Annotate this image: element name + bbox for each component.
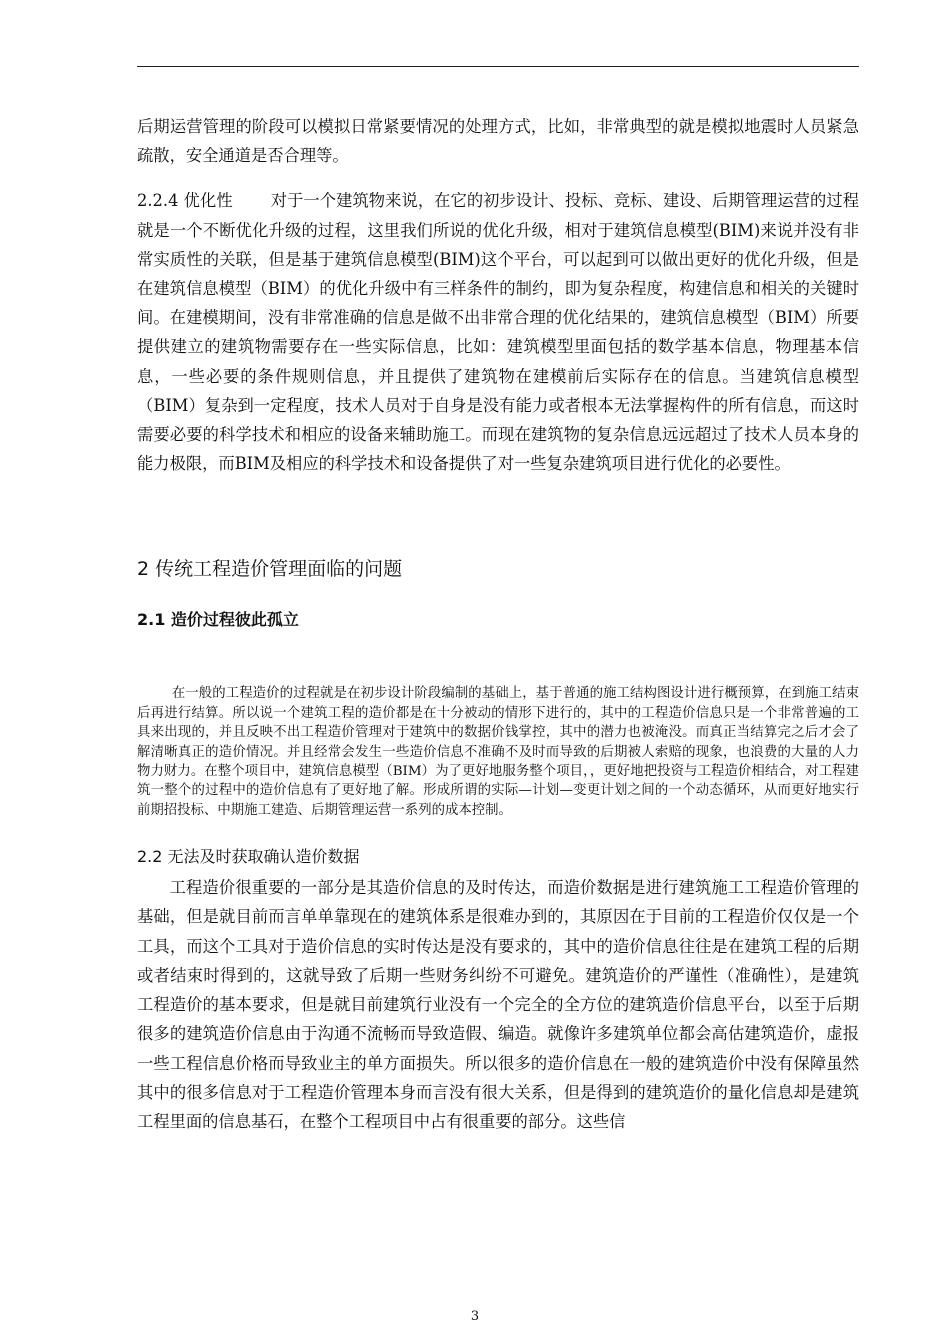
section-2-2-title: 2.2 无法及时获取确认造价数据 xyxy=(137,847,360,867)
section-2-2-4-text: 对于一个建筑物来说，在它的初步设计、投标、竞标、建设、后期管理运营的过程就是一个不断优化升级的过程，这里我们所说的优化升级，相对于建筑信息模型(BIM)来说并没有非常实质性的关联，但是基于建筑信息模型(BIM)这个平台，可以起到可以做出更好的优化升级，但是在建筑信息模型（BIM）的优化升级中有三样条件的制约，即为复杂程度，构建信息和相关的关键时间。在建模期间，没有非常准确的信息是做不出非常合理的优化结果的，建筑信息模型（BIM）所要提供建立的建筑物需要存在一些实际信息，比如：建筑模型里面包括的数学基本信息，物理基本信息，一些必要的条件规则信息，并且提供了建筑物在建模前后实际存在的信息。当建筑信息模型（BIM）复杂到一定程度，技术人员对于自身是没有能力或者根本无法掌握构件的所有信息，而这时需要必要的科学技术和相应的设备来辅助施工。而现在建筑物的复杂信息远远超过了技术人员本身的能力极限，而BIM及相应的科学技术和设备提供了对一些复杂建筑项目进行优化的必要性。 xyxy=(137,191,859,474)
section-2-2-text: 工程造价很重要的一部分是其造价信息的及时传达，而造价数据是进行建筑施工工程造价管理的基础，但是就目前而言单单靠现在的建筑体系是很难办到的，其原因在于目前的工程造价仅仅是一个工具，而这个工具对于造价信息的实时传达是没有要求的，其中的造价信息往往是在建筑工程的后期或者结束时得到的，这就导致了后期一些财务纠纷不可避免。建筑造价的严谨性（准确性），是建筑工程造价的基本要求，但是就目前建筑行业没有一个完全的全方位的建筑造价信息平台，以至于后期很多的建筑造价信息由于沟通不流畅而导致造假、编造。就像许多建筑单位都会高估建筑造价，虚报一些工程信息价格而导致业主的单方面损失。所以很多的造价信息在一般的建筑造价中没有保障虽然其中的很多信息对于工程造价管理本身而言没有很大关系，但是得到的建筑造价的量化信息却是建筑工程里面的信息基石，在整个工程项目中占有很重要的部分。这些信 xyxy=(137,878,859,1131)
section-2-1-title: 2.1 造价过程彼此孤立 xyxy=(137,610,299,630)
section-2-2-4-title: 2.2.4 优化性 xyxy=(137,191,233,211)
page-content xyxy=(137,112,859,1136)
header-rule xyxy=(137,66,859,67)
paragraph-continued: 后期运营管理的阶段可以模拟日常紧要情况的处理方式，比如，非常典型的就是模拟地震时人员紧急疏散，安全通道是否合理等。 xyxy=(137,117,859,166)
section-2-1-text: 在一般的工程造价的过程就是在初步设计阶段编制的基础上，基于普通的施工结构图设计进行概预算，在到施工结束后再进行结算。所以说一个建筑工程的造价都是在十分被动的情形下进行的，其中的工程造价信息只是一个非常普遍的工具来出现的，并且反映不出工程造价管理对于建筑中的数据价钱掌控，其中的潜力也被淹没。而真正当结算完之后才会了解清晰真正的造价情况。并且经常会发生一些造价信息不准确不及时而导致的后期被人索赔的现象，也浪费的大量的人力物力财力。在整个项目中，建筑信息模型（BIM）为了更好地服务整个项目，，更好地把投资与工程造价相结合，对工程建筑一整个的过程中的造价信息有了更好地了解。形成所谓的实际—计划—变更计划之间的一个动态循环，从而更好地实行前期招投标、中期施工建造、后期管理运营一系列的成本控制。 xyxy=(137,686,859,818)
chapter-2-title: 2 传统工程造价管理面临的问题 xyxy=(137,558,403,581)
page-number: 3 xyxy=(470,1309,480,1324)
section-2-2-4-paragraph xyxy=(137,186,859,478)
